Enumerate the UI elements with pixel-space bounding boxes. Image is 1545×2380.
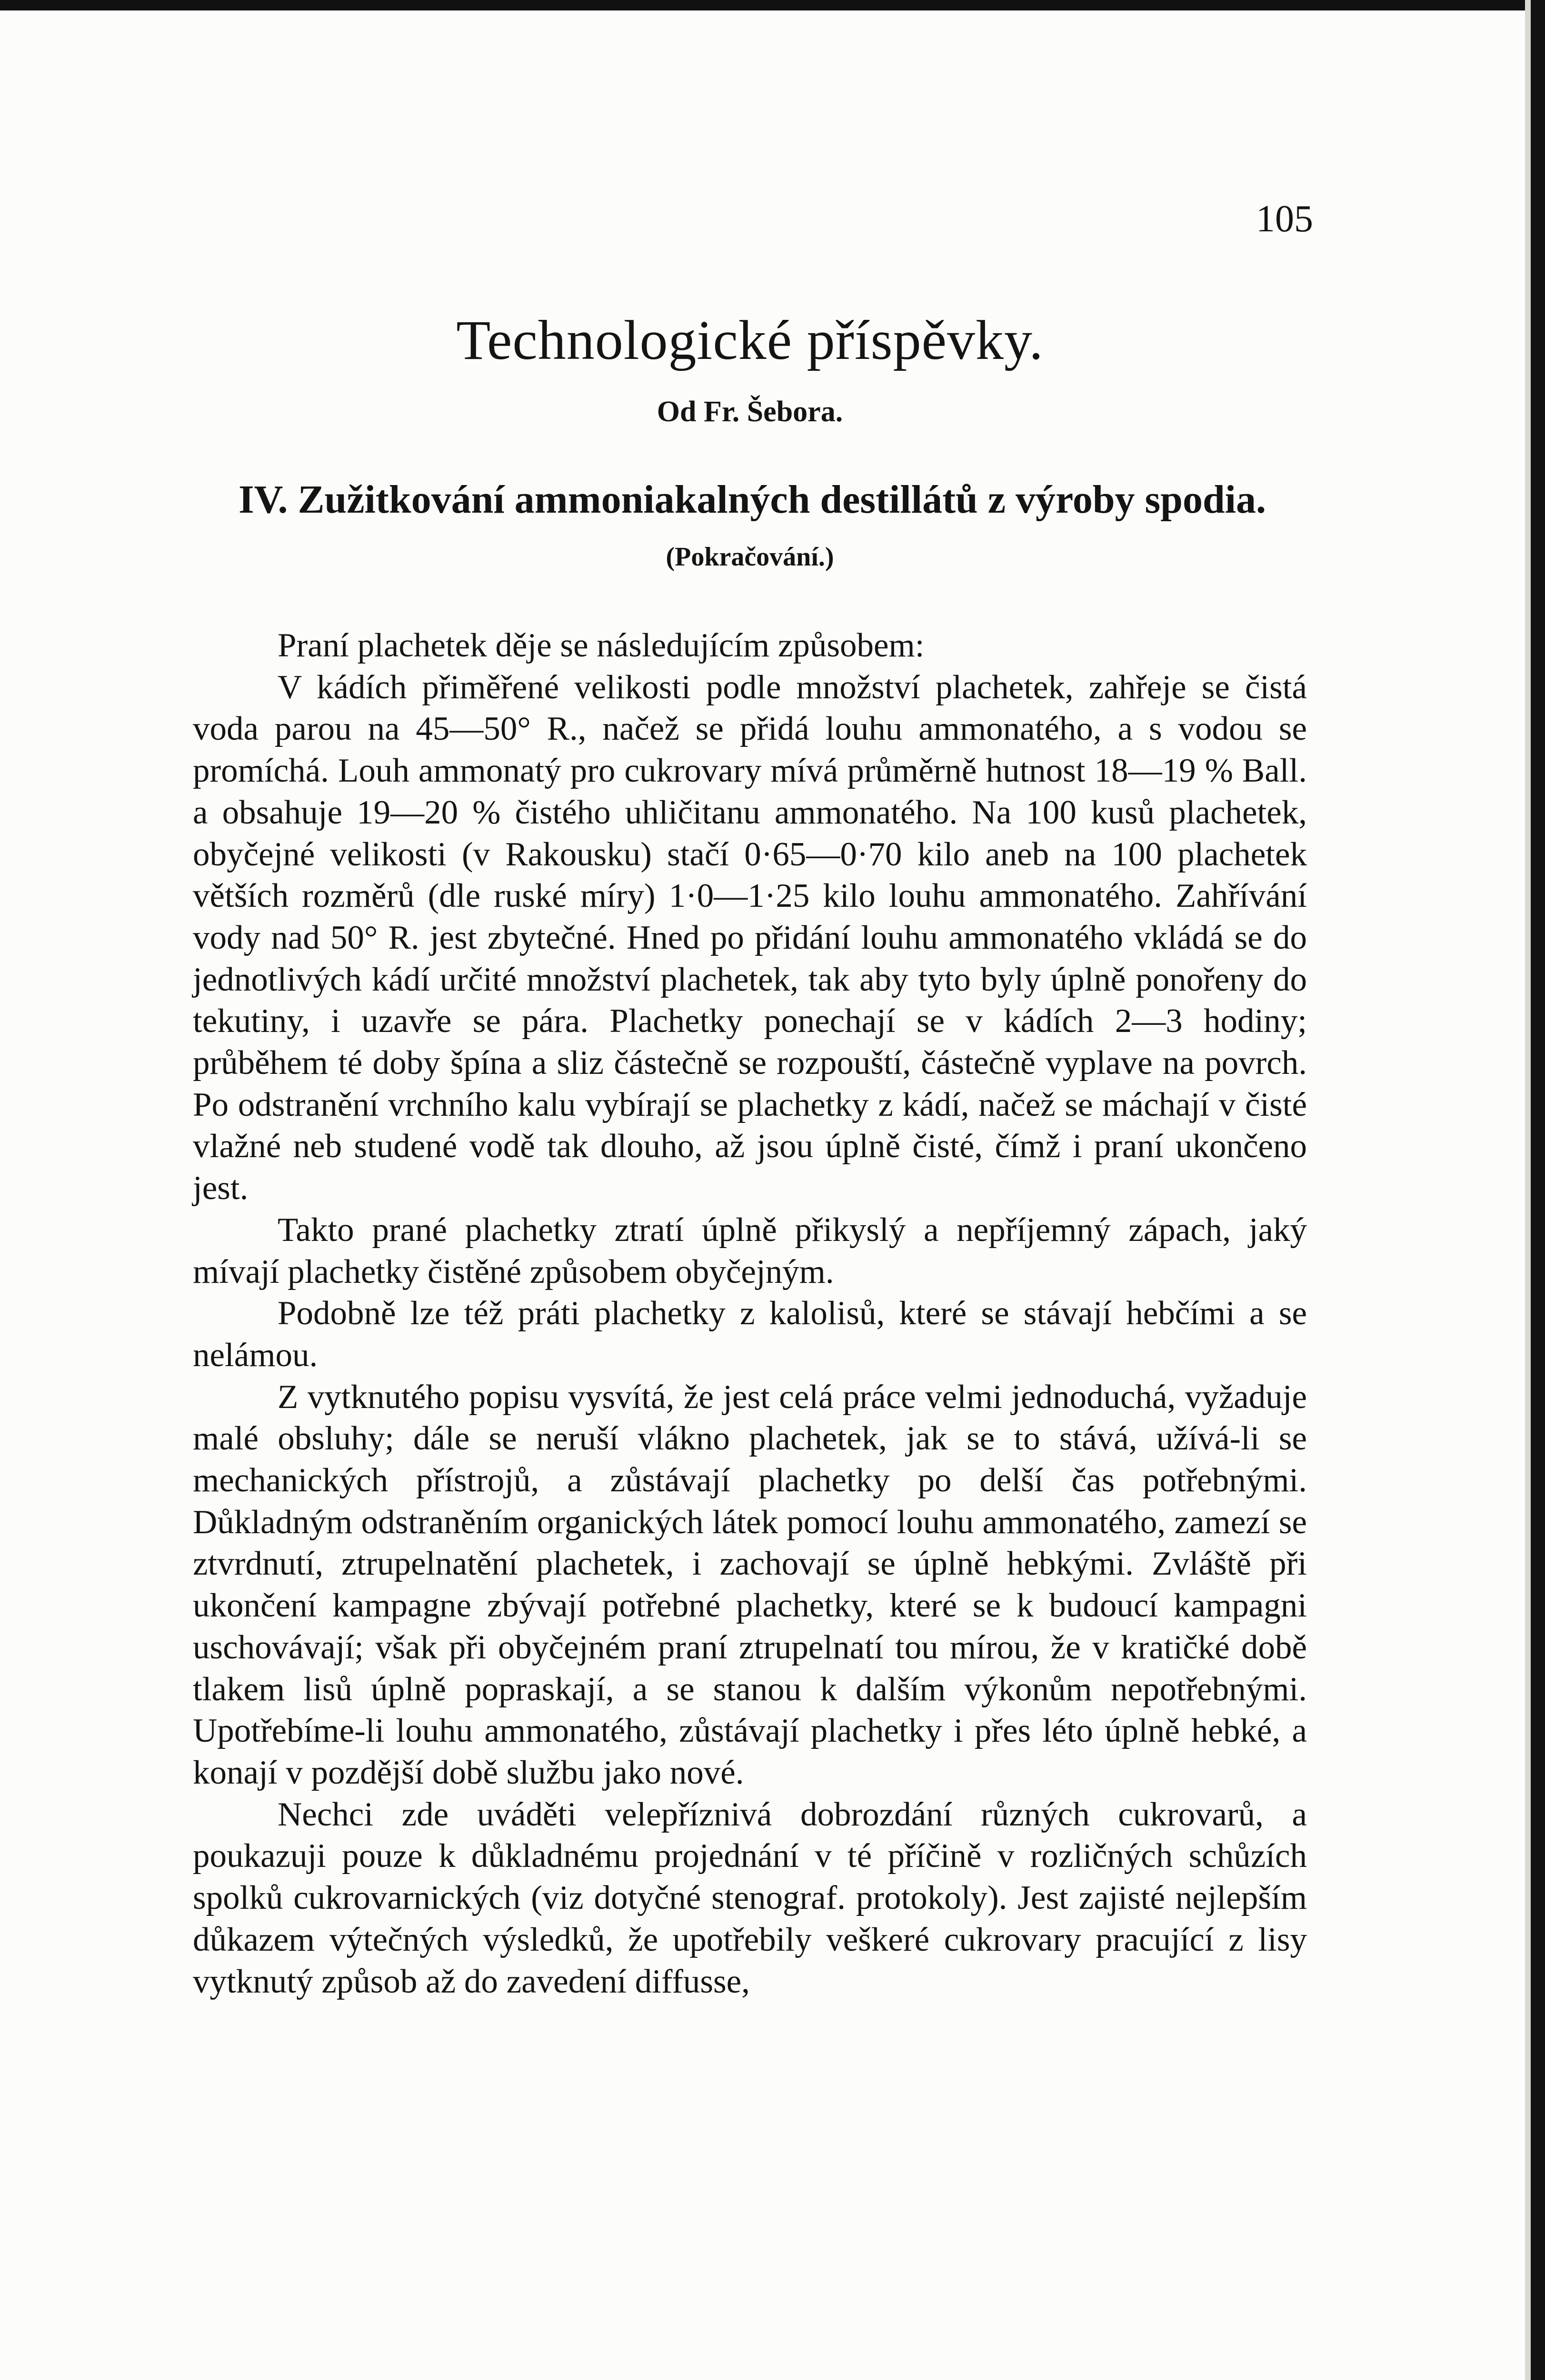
- paragraph: Takto prané plachetky ztratí úplně přikyslý a nepříjemný zápach, jaký mívají plachetky čistěné způsobem obyčejným.: [193, 1211, 1307, 1290]
- article-author: Od Fr. Šebora.: [657, 396, 843, 428]
- paragraph: Z vytknutého popisu vysvítá, že jest celá práce velmi jednoduchá, vyžaduje malé obsluhy; dále se neruší vlákno plachetek, jak se to stává, užívá-li se mechanických přístrojů, a zůstávají plachetky po delší čas potřebnými. Důkladným odstraněním organických látek pomocí louhu ammonatého, zamezí se ztvrdnutí, ztrupelnatění plachetek, i zachovají se úplně hebkými. Zvláště při ukončení kampagne zbývají potřebné plachetky, které se k budoucí kampagni uschovávají; však při obyčejném praní ztrupelnatí tou mírou, že v kratičké době tlakem lisů úplně popraskají, a se stanou k dalším výkonům nepotřebnými. Upotřebíme-li louhu ammonatého, zůstávají plachetky i přes léto úplně hebké, a konají v pozdější době službu jako nové.: [193, 1378, 1307, 1791]
- scan-edge-right: [1531, 0, 1545, 2380]
- page-edge-shadow: [1525, 0, 1531, 2380]
- page-number: 105: [1256, 198, 1313, 240]
- section-heading: IV. Zužitkování ammoniakalných destillátů z výroby spodia.: [239, 477, 1266, 522]
- paragraph: Podobně lze též práti plachetky z kalolisů, které se stávají hebčími a se nelámou.: [193, 1295, 1307, 1374]
- paragraph: V kádích přiměřené velikosti podle množství plachetek, zahřeje se čistá voda parou na 45—50° R., načež se přidá louhu ammonatého, a s vodou se promíchá. Louh ammonatý pro cukrovary mívá průměrně hutnost 18—19 % Ball. a obsahuje 19—20 % čistého uhličitanu ammonatého. Na 100 kusů plachetek, obyčejné velikosti (v Rakousku) stačí 0·65—0·70 kilo aneb na 100 plachetek větších rozměrů (dle ruské míry) 1·0—1·25 kilo louhu ammonatého. Zahřívání vody nad 50° R. jest zbytečné. Hned po přidání louhu ammonatého vkládá se do jednotlivých kádí určité množství plachetek, tak aby tyto byly úplně ponořeny do tekutiny, i uzavře se pára. Plachetky ponechají se v kádích 2—3 hodiny; průběhem té doby špína a sliz částečně se rozpouští, částečně vyplave na povrch. Po odstranění vrchního kalu vybírají se plachetky z kádí, načež se máchají v čisté vlažné neb studené vodě tak dlouho, až jsou úplně čisté, čímž i praní ukončeno jest.: [193, 668, 1307, 1207]
- continued-note: (Pokračování.): [666, 542, 834, 572]
- article-title: Technologické příspěvky.: [456, 309, 1044, 371]
- scan-edge-top: [0, 0, 1545, 10]
- paragraph: Praní plachetek děje se následujícím způsobem:: [278, 627, 925, 664]
- article-body: [193, 625, 1307, 2003]
- paragraph: Nechci zde uváděti velepříznivá dobrozdání různých cukrovarů, a poukazuji pouze k důkladnému projednání v té příčině v rozličných schůzích spolků cukrovarnických (viz dotyčné stenograf. protokoly). Jest zajisté nejlepším důkazem výtečných výsledků, že upotřebily veškeré cukrovary pracující z lisy vytknutý způsob až do zavedení diffusse,: [193, 1795, 1307, 2000]
